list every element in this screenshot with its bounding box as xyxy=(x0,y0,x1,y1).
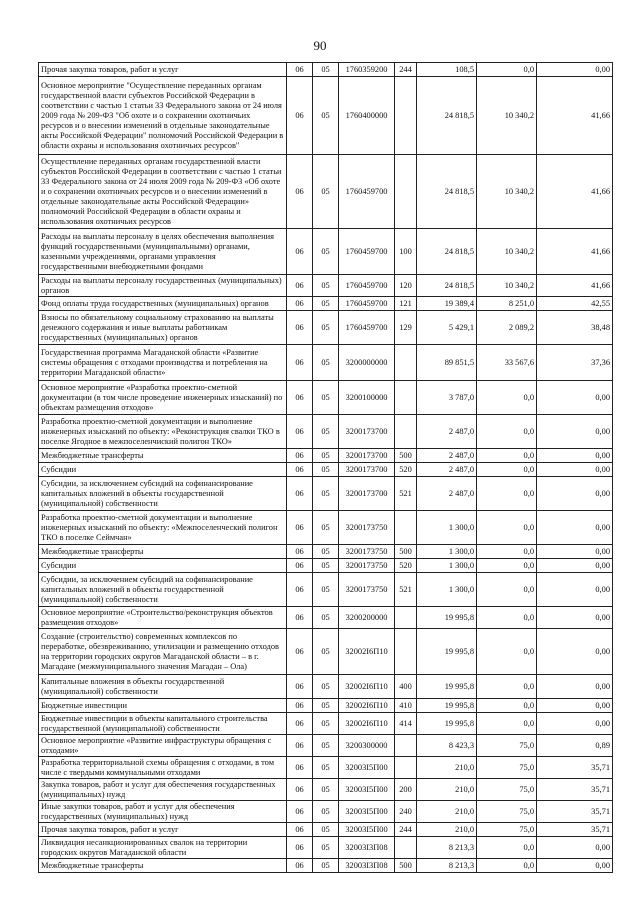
cell-rz: 06 xyxy=(287,415,313,449)
cell-pct: 0,00 xyxy=(537,511,613,545)
cell-name: Разработка территориальной схемы обращения с отходами, в том числе с твердыми коммунальными отходами xyxy=(39,757,287,779)
cell-rz: 06 xyxy=(287,837,313,859)
cell-rz: 06 xyxy=(287,629,313,675)
cell-csr: 3200173750 xyxy=(339,559,395,573)
cell-pct: 42,55 xyxy=(537,297,613,311)
cell-fact: 10 340,2 xyxy=(477,229,537,275)
cell-name: Субсидии, за исключением субсидий на софинансирование капитальных вложений в объекты государственной (муниципальной) собственности xyxy=(39,477,287,511)
cell-fact: 0,0 xyxy=(477,607,537,629)
cell-pct: 35,71 xyxy=(537,757,613,779)
cell-plan: 19 995,8 xyxy=(417,607,477,629)
cell-name: Межбюджетные трансферты xyxy=(39,859,287,873)
cell-fact: 0,0 xyxy=(477,63,537,77)
cell-plan: 24 818,5 xyxy=(417,155,477,229)
cell-name: Бюджетные инвестиции xyxy=(39,699,287,713)
cell-pr: 05 xyxy=(313,801,339,823)
cell-pct: 35,71 xyxy=(537,779,613,801)
cell-pct: 37,36 xyxy=(537,345,613,381)
cell-vr xyxy=(395,757,417,779)
cell-plan: 19 995,8 xyxy=(417,675,477,699)
cell-fact: 0,0 xyxy=(477,559,537,573)
cell-csr: 1760459700 xyxy=(339,311,395,345)
cell-name: Взносы по обязательному социальному страхованию на выплаты денежного содержания и иные выплаты работникам государственных (муниципальных) органов xyxy=(39,311,287,345)
table-row xyxy=(39,801,613,823)
cell-vr: 414 xyxy=(395,713,417,735)
cell-plan: 1 300,0 xyxy=(417,559,477,573)
cell-rz: 06 xyxy=(287,559,313,573)
cell-csr: 3200173700 xyxy=(339,463,395,477)
cell-csr: 1760459700 xyxy=(339,155,395,229)
table-row xyxy=(39,823,613,837)
cell-csr: 32002I6П10 xyxy=(339,675,395,699)
cell-csr: 3200300000 xyxy=(339,735,395,757)
cell-fact: 0,0 xyxy=(477,573,537,607)
cell-name: Государственная программа Магаданской области «Развитие системы обращения с отходами производства и потребления на территории Магаданской области» xyxy=(39,345,287,381)
cell-csr: 3200173700 xyxy=(339,477,395,511)
cell-vr: 410 xyxy=(395,699,417,713)
cell-name: Осуществление переданных органам государственной власти субъектов Российской Федерации в соответствии с частью 1 статьи 33 Федерального закона от 24 июля 2009 года № 209-ФЗ «Об охоте и о сохранении охотничьих ресурсов и о внесении изменений в отдельные законодательные акты Российской Федерации» полномочий Российской Федерации в области охраны и использования охотничьих ресурсов xyxy=(39,155,287,229)
cell-plan: 2 487,0 xyxy=(417,477,477,511)
cell-name: Прочая закупка товаров, работ и услуг xyxy=(39,823,287,837)
cell-csr: 32003I5П00 xyxy=(339,801,395,823)
cell-rz: 06 xyxy=(287,859,313,873)
cell-csr: 32003I5П00 xyxy=(339,823,395,837)
cell-name: Основное мероприятие «Разработка проектно-сметной документации (в том числе проведение инженерных изысканий) по объектам размещения отходов» xyxy=(39,381,287,415)
table-row xyxy=(39,559,613,573)
table-row xyxy=(39,757,613,779)
cell-name: Ликвидация несанкционированных свалок на территории городских округов Магаданской области xyxy=(39,837,287,859)
cell-pct: 0,89 xyxy=(537,735,613,757)
cell-pr: 05 xyxy=(313,345,339,381)
cell-vr: 240 xyxy=(395,801,417,823)
cell-vr: 129 xyxy=(395,311,417,345)
cell-pct: 0,00 xyxy=(537,629,613,675)
cell-plan: 24 818,5 xyxy=(417,229,477,275)
cell-plan: 2 487,0 xyxy=(417,449,477,463)
cell-vr xyxy=(395,381,417,415)
cell-csr: 3200173750 xyxy=(339,573,395,607)
table-row xyxy=(39,155,613,229)
cell-fact: 75,0 xyxy=(477,823,537,837)
cell-plan: 210,0 xyxy=(417,823,477,837)
cell-plan: 24 818,5 xyxy=(417,77,477,155)
cell-pr: 05 xyxy=(313,757,339,779)
cell-rz: 06 xyxy=(287,463,313,477)
cell-fact: 75,0 xyxy=(477,735,537,757)
cell-vr: 120 xyxy=(395,275,417,297)
cell-pct: 0,00 xyxy=(537,381,613,415)
cell-vr xyxy=(395,629,417,675)
cell-pct: 41,66 xyxy=(537,229,613,275)
cell-pct: 0,00 xyxy=(537,675,613,699)
cell-fact: 75,0 xyxy=(477,779,537,801)
cell-pr: 05 xyxy=(313,675,339,699)
cell-vr: 244 xyxy=(395,823,417,837)
cell-rz: 06 xyxy=(287,801,313,823)
cell-pct: 0,00 xyxy=(537,699,613,713)
cell-fact: 0,0 xyxy=(477,381,537,415)
cell-plan: 210,0 xyxy=(417,801,477,823)
cell-plan: 8 213,3 xyxy=(417,837,477,859)
cell-rz: 06 xyxy=(287,381,313,415)
cell-pr: 05 xyxy=(313,415,339,449)
table-row xyxy=(39,297,613,311)
cell-csr: 3200000000 xyxy=(339,345,395,381)
cell-pct: 0,00 xyxy=(537,545,613,559)
cell-csr: 32003I5П00 xyxy=(339,757,395,779)
cell-csr: 32003I5П00 xyxy=(339,779,395,801)
cell-fact: 10 340,2 xyxy=(477,275,537,297)
cell-fact: 0,0 xyxy=(477,713,537,735)
cell-name: Основное мероприятие «Развитие инфраструктуры обращения с отходами» xyxy=(39,735,287,757)
cell-plan: 19 389,4 xyxy=(417,297,477,311)
cell-plan: 89 851,5 xyxy=(417,345,477,381)
cell-pr: 05 xyxy=(313,559,339,573)
cell-rz: 06 xyxy=(287,713,313,735)
cell-csr: 1760459700 xyxy=(339,297,395,311)
cell-csr: 32002I6П10 xyxy=(339,713,395,735)
table-row xyxy=(39,345,613,381)
cell-rz: 06 xyxy=(287,779,313,801)
table-row xyxy=(39,629,613,675)
cell-name: Субсидии xyxy=(39,559,287,573)
cell-fact: 0,0 xyxy=(477,675,537,699)
cell-plan: 2 487,0 xyxy=(417,415,477,449)
cell-pct: 38,48 xyxy=(537,311,613,345)
cell-fact: 0,0 xyxy=(477,545,537,559)
cell-pr: 05 xyxy=(313,837,339,859)
cell-plan: 210,0 xyxy=(417,779,477,801)
cell-plan: 1 300,0 xyxy=(417,511,477,545)
cell-pr: 05 xyxy=(313,311,339,345)
table-row xyxy=(39,573,613,607)
cell-pct: 0,00 xyxy=(537,63,613,77)
cell-plan: 19 995,8 xyxy=(417,713,477,735)
cell-pr: 05 xyxy=(313,229,339,275)
table-row xyxy=(39,275,613,297)
table-row xyxy=(39,229,613,275)
cell-csr: 32003I3П08 xyxy=(339,837,395,859)
cell-csr: 1760359200 xyxy=(339,63,395,77)
cell-pct: 0,00 xyxy=(537,415,613,449)
cell-csr: 32003I3П08 xyxy=(339,859,395,873)
cell-vr: 521 xyxy=(395,477,417,511)
cell-name: Межбюджетные трансферты xyxy=(39,449,287,463)
cell-vr: 500 xyxy=(395,859,417,873)
cell-rz: 06 xyxy=(287,607,313,629)
cell-pr: 05 xyxy=(313,77,339,155)
table-row xyxy=(39,675,613,699)
table-row xyxy=(39,381,613,415)
cell-name: Создание (строительство) современных комплексов по переработке, обезвреживанию, утилизации и размещению отходов на территории городских округов Магаданской области – в г. Магадане (межмуниципального значения Магадан – Ола) xyxy=(39,629,287,675)
cell-vr xyxy=(395,735,417,757)
cell-rz: 06 xyxy=(287,155,313,229)
table-row xyxy=(39,449,613,463)
cell-vr: 244 xyxy=(395,63,417,77)
cell-rz: 06 xyxy=(287,545,313,559)
cell-name: Субсидии xyxy=(39,463,287,477)
cell-pct: 41,66 xyxy=(537,155,613,229)
cell-fact: 0,0 xyxy=(477,463,537,477)
cell-rz: 06 xyxy=(287,229,313,275)
cell-name: Капитальные вложения в объекты государственной (муниципальной) собственности xyxy=(39,675,287,699)
cell-vr: 100 xyxy=(395,229,417,275)
cell-rz: 06 xyxy=(287,573,313,607)
cell-pr: 05 xyxy=(313,629,339,675)
cell-pr: 05 xyxy=(313,779,339,801)
cell-name: Субсидии, за исключением субсидий на софинансирование капитальных вложений в объекты государственной (муниципальной) собственности xyxy=(39,573,287,607)
cell-fact: 75,0 xyxy=(477,801,537,823)
cell-pct: 35,71 xyxy=(537,823,613,837)
cell-name: Закупка товаров, работ и услуг для обеспечения государственных (муниципальных) нужд xyxy=(39,779,287,801)
cell-fact: 75,0 xyxy=(477,757,537,779)
cell-pct: 0,00 xyxy=(537,837,613,859)
table-row xyxy=(39,63,613,77)
cell-pr: 05 xyxy=(313,545,339,559)
cell-vr xyxy=(395,155,417,229)
cell-pr: 05 xyxy=(313,511,339,545)
cell-name: Разработка проектно-сметной документации и выполнение инженерных изысканий по объекту: «Межпоселенческий полигон ТКО в поселке Сеймчан» xyxy=(39,511,287,545)
page-number: 90 xyxy=(313,38,327,53)
cell-name: Прочая закупка товаров, работ и услуг xyxy=(39,63,287,77)
cell-pct: 0,00 xyxy=(537,463,613,477)
cell-fact: 0,0 xyxy=(477,859,537,873)
cell-pct: 0,00 xyxy=(537,859,613,873)
cell-csr: 32002I6П10 xyxy=(339,629,395,675)
cell-pr: 05 xyxy=(313,713,339,735)
cell-plan: 19 995,8 xyxy=(417,629,477,675)
cell-rz: 06 xyxy=(287,699,313,713)
cell-fact: 0,0 xyxy=(477,699,537,713)
cell-rz: 06 xyxy=(287,311,313,345)
cell-pr: 05 xyxy=(313,477,339,511)
table-row xyxy=(39,837,613,859)
cell-rz: 06 xyxy=(287,477,313,511)
cell-rz: 06 xyxy=(287,449,313,463)
table-row xyxy=(39,477,613,511)
cell-csr: 3200173750 xyxy=(339,511,395,545)
cell-vr: 521 xyxy=(395,573,417,607)
cell-pr: 05 xyxy=(313,859,339,873)
table-row xyxy=(39,713,613,735)
cell-vr xyxy=(395,607,417,629)
cell-pct: 0,00 xyxy=(537,449,613,463)
cell-csr: 1760459700 xyxy=(339,275,395,297)
cell-fact: 0,0 xyxy=(477,511,537,545)
cell-name: Фонд оплаты труда государственных (муниципальных) органов xyxy=(39,297,287,311)
table-row xyxy=(39,311,613,345)
cell-fact: 0,0 xyxy=(477,629,537,675)
table-row xyxy=(39,511,613,545)
table-row xyxy=(39,415,613,449)
table-row xyxy=(39,699,613,713)
table-row xyxy=(39,735,613,757)
cell-vr xyxy=(395,77,417,155)
cell-pct: 0,00 xyxy=(537,573,613,607)
cell-pr: 05 xyxy=(313,463,339,477)
cell-vr xyxy=(395,345,417,381)
cell-vr: 500 xyxy=(395,449,417,463)
cell-pct: 41,66 xyxy=(537,275,613,297)
cell-vr: 121 xyxy=(395,297,417,311)
cell-pr: 05 xyxy=(313,449,339,463)
cell-plan: 8 213,3 xyxy=(417,859,477,873)
cell-name: Основное мероприятие «Строительство/реконструкция объектов размещения отходов» xyxy=(39,607,287,629)
cell-csr: 3200173750 xyxy=(339,545,395,559)
cell-name: Основное мероприятие "Осуществление переданных органам государственной власти субъектов Российской Федерации в соответствии с частью 1 статьи 33 Федерального закона от 24 июля 2009 года № 209-ФЗ "Об охоте и о сохранении охотничьих ресурсов и о внесении изменений в отдельные законодательные акты Российской Федерации" полномочий Российской Федерации в области охраны и использования охотничьих ресурсов" xyxy=(39,77,287,155)
cell-plan: 210,0 xyxy=(417,757,477,779)
cell-rz: 06 xyxy=(287,275,313,297)
cell-csr: 3200100000 xyxy=(339,381,395,415)
cell-name: Межбюджетные трансферты xyxy=(39,545,287,559)
cell-rz: 06 xyxy=(287,823,313,837)
cell-csr: 3200173700 xyxy=(339,449,395,463)
cell-pr: 05 xyxy=(313,735,339,757)
cell-fact: 0,0 xyxy=(477,837,537,859)
cell-plan: 2 487,0 xyxy=(417,463,477,477)
table-row xyxy=(39,545,613,559)
cell-rz: 06 xyxy=(287,757,313,779)
cell-pct: 35,71 xyxy=(537,801,613,823)
cell-name: Расходы на выплаты персоналу в целях обеспечения выполнения функций государственными (муниципальными) органами, казенными учреждениями, органами управления государственными внебюджетными фондами xyxy=(39,229,287,275)
cell-rz: 06 xyxy=(287,511,313,545)
table-row xyxy=(39,77,613,155)
cell-rz: 06 xyxy=(287,77,313,155)
cell-rz: 06 xyxy=(287,63,313,77)
cell-pct: 0,00 xyxy=(537,559,613,573)
cell-vr: 200 xyxy=(395,779,417,801)
cell-pr: 05 xyxy=(313,607,339,629)
cell-pr: 05 xyxy=(313,573,339,607)
cell-rz: 06 xyxy=(287,297,313,311)
table-row xyxy=(39,463,613,477)
cell-name: Бюджетные инвестиции в объекты капитального строительства государственной (муниципальной) собственности xyxy=(39,713,287,735)
cell-vr xyxy=(395,415,417,449)
cell-pct: 0,00 xyxy=(537,477,613,511)
cell-pct: 0,00 xyxy=(537,713,613,735)
cell-pr: 05 xyxy=(313,275,339,297)
cell-pct: 41,66 xyxy=(537,77,613,155)
cell-fact: 0,0 xyxy=(477,449,537,463)
cell-csr: 3200200000 xyxy=(339,607,395,629)
cell-plan: 24 818,5 xyxy=(417,275,477,297)
cell-fact: 2 089,2 xyxy=(477,311,537,345)
cell-pr: 05 xyxy=(313,699,339,713)
cell-pr: 05 xyxy=(313,381,339,415)
cell-fact: 10 340,2 xyxy=(477,155,537,229)
cell-name: Разработка проектно-сметной документации и выполнение инженерных изысканий по объекту: «Реконструкция свалки ТКО в поселке Ягодное в межпоселенчиский полигон ТКО» xyxy=(39,415,287,449)
cell-rz: 06 xyxy=(287,735,313,757)
cell-plan: 5 429,1 xyxy=(417,311,477,345)
cell-plan: 19 995,8 xyxy=(417,699,477,713)
cell-vr xyxy=(395,511,417,545)
cell-pr: 05 xyxy=(313,155,339,229)
cell-csr: 3200173700 xyxy=(339,415,395,449)
table-row xyxy=(39,859,613,873)
cell-plan: 1 300,0 xyxy=(417,573,477,607)
cell-fact: 0,0 xyxy=(477,477,537,511)
cell-plan: 8 423,3 xyxy=(417,735,477,757)
cell-vr: 520 xyxy=(395,559,417,573)
table-row xyxy=(39,779,613,801)
cell-vr: 400 xyxy=(395,675,417,699)
cell-csr: 1760400000 xyxy=(339,77,395,155)
cell-name: Иные закупки товаров, работ и услуг для обеспечения государственных (муниципальных) нужд xyxy=(39,801,287,823)
budget-table xyxy=(38,62,613,873)
cell-name: Расходы на выплаты персоналу государственных (муниципальных) органов xyxy=(39,275,287,297)
cell-fact: 0,0 xyxy=(477,415,537,449)
cell-fact: 8 251,0 xyxy=(477,297,537,311)
cell-fact: 33 567,6 xyxy=(477,345,537,381)
cell-plan: 3 787,0 xyxy=(417,381,477,415)
cell-vr: 500 xyxy=(395,545,417,559)
cell-csr: 32002I6П10 xyxy=(339,699,395,713)
cell-pr: 05 xyxy=(313,63,339,77)
cell-rz: 06 xyxy=(287,675,313,699)
cell-rz: 06 xyxy=(287,345,313,381)
cell-vr: 520 xyxy=(395,463,417,477)
cell-vr xyxy=(395,837,417,859)
cell-pct: 0,00 xyxy=(537,607,613,629)
cell-csr: 1760459700 xyxy=(339,229,395,275)
table-row xyxy=(39,607,613,629)
cell-plan: 108,5 xyxy=(417,63,477,77)
cell-fact: 10 340,2 xyxy=(477,77,537,155)
cell-pr: 05 xyxy=(313,823,339,837)
cell-pr: 05 xyxy=(313,297,339,311)
cell-plan: 1 300,0 xyxy=(417,545,477,559)
